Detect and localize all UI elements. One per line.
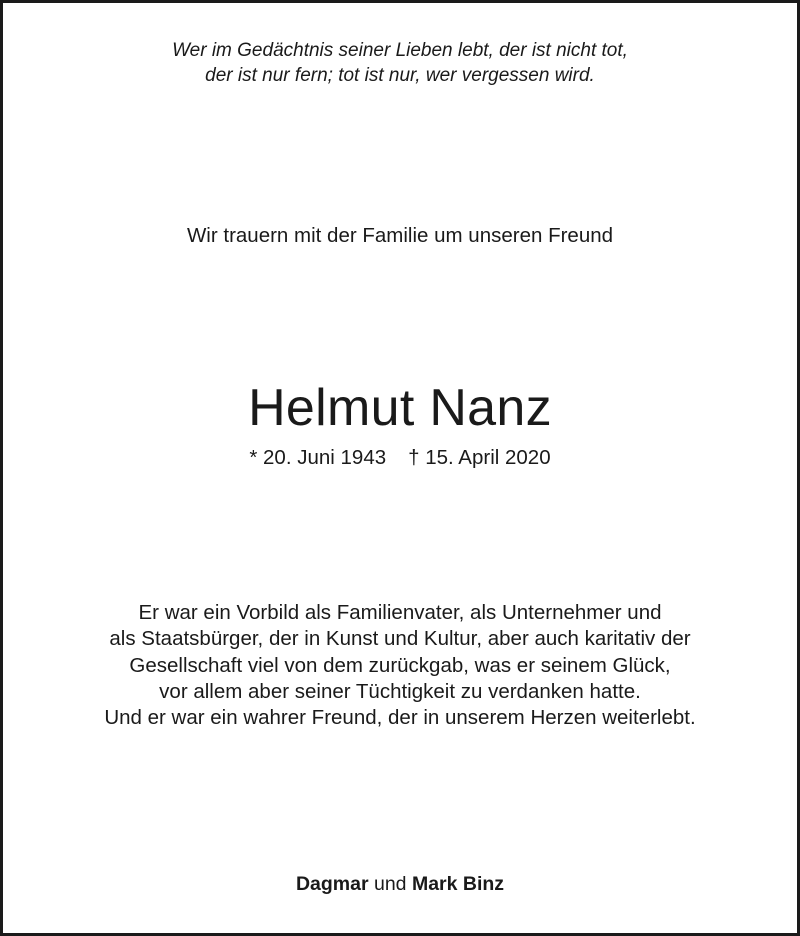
motto-line-2: der ist nur fern; tot ist nur, wer vergessen wird. (205, 65, 595, 86)
signatory-first: Dagmar (295, 873, 369, 895)
death-date: † 15. April 2020 (408, 446, 551, 469)
tribute-line: als Staatsbürger, der in Kunst und Kultur, aber auch karitativ der (109, 627, 691, 651)
tribute-line: vor allem aber seiner Tüchtigkeit zu verdanken hatte. (159, 679, 641, 703)
tribute-text (3, 600, 797, 731)
motto-quote (3, 38, 797, 88)
birth-date: * 20. Juni 1943 (249, 446, 387, 469)
intro-text: Wir trauern mit der Familie um unseren Freund (186, 224, 614, 247)
tribute-line: Gesellschaft viel von dem zurückgab, was er seinem Glück, (129, 653, 671, 677)
tribute-line: Er war ein Vorbild als Familienvater, als Unternehmer und (138, 601, 662, 624)
life-dates (3, 444, 797, 472)
signatory-second: Mark Binz (411, 873, 505, 895)
signature (3, 870, 797, 898)
tribute-line: Und er war ein wahrer Freund, der in unserem Herzen weiterlebt. (104, 706, 696, 730)
signature-connector: und (373, 873, 407, 895)
deceased-name: Helmut Nanz (248, 379, 552, 437)
motto-line-1: Wer im Gedächtnis seiner Lieben lebt, der ist nicht tot, (172, 40, 628, 61)
